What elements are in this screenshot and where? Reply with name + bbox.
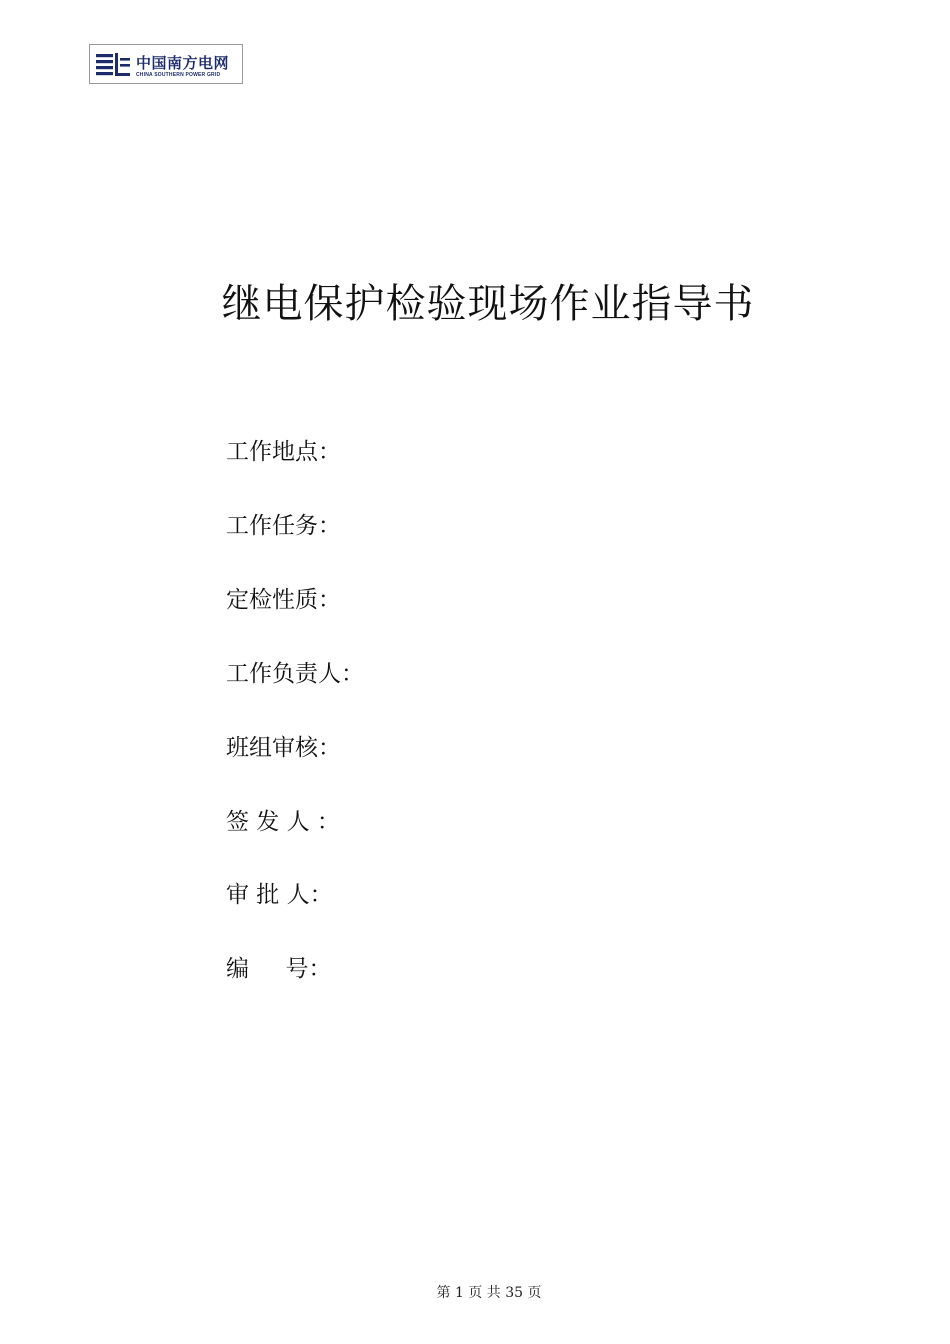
field-issuer: 签 发 人 ： [226, 809, 340, 835]
field-work-task: 工作任务： [226, 513, 341, 539]
power-grid-logo-icon [96, 53, 130, 77]
field-document-number: 编 号： [226, 956, 332, 982]
page-number: 第 1 页 共 35 页 [436, 1285, 542, 1301]
field-approver: 审 批 人： [226, 882, 333, 908]
field-work-leader: 工作负责人： [226, 661, 364, 687]
logo-name-en: CHINA SOUTHERN POWER GRID [136, 72, 221, 78]
field-inspection-type: 定检性质： [226, 587, 341, 613]
field-work-location: 工作地点： [226, 439, 341, 465]
document-title: 继电保护检验现场作业指导书 [221, 281, 755, 327]
logo-name-cn: 中国南方电网 [136, 54, 230, 72]
company-logo [89, 44, 243, 84]
field-team-review: 班组审核： [226, 735, 341, 761]
